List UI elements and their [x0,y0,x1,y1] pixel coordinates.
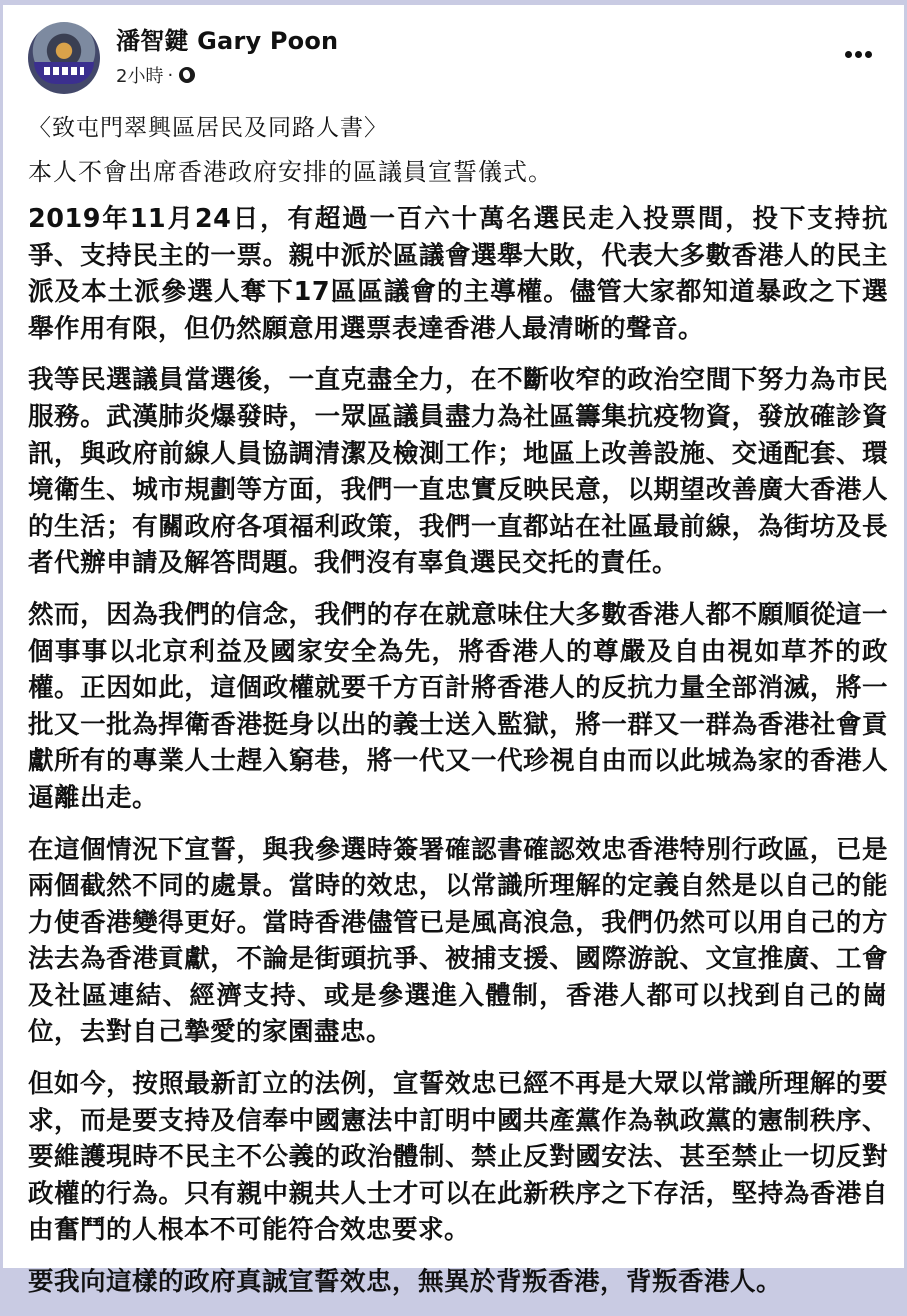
post-paragraph: 要我向這樣的政府真誠宣誓效忠，無異於背叛香港，背叛香港人。 [28,1267,783,1298]
post-paragraph: 2019年11月24日，有超過一百六十萬名選民走入投票間，投下支持抗爭、支持民主的一票。親中派於區議會選舉大敗，代表大多數香港人的民主派及本土派參選人奪下17區區議會的主導權。儘管大家都知道暴政之下選舉作用有限，但仍然願意用選票表達香港人最清晰的聲音。 [28,204,888,344]
more-options-icon[interactable] [841,47,876,62]
facebook-post-card [3,5,904,1298]
post-paragraph: 我等民選議員當選後，一直克盡全力，在不斷收窄的政治空間下努力為市民服務。武漢肺炎爆發時，一眾區議員盡力為社區籌集抗疫物資，發放確診資訊，與政府前線人員協調清潔及檢測工作；地區上改善設施、交通配套、環境衛生、城市規劃等方面，我們一直忠實反映民意，以期望改善廣大香港人的生活；有關政府各項福利政策，我們一直都站在社區最前線，為街坊及長者代辦申請及解答問題。我們沒有辜負選民交托的責任。 [28,365,888,579]
post-intro: 本人不會出席香港政府安排的區議員宣誓儀式。 [28,158,553,186]
post-title: 〈致屯門翠興區居民及同路人書〉 [28,115,388,141]
post-timestamp[interactable]: 2小時 [116,66,164,87]
avatar-banner [34,62,94,84]
globe-icon[interactable] [179,67,195,83]
post-header [3,5,904,105]
post-paragraph: 在這個情況下宣誓，與我參選時簽署確認書確認效忠香港特別行政區，已是兩個截然不同的處景。當時的效忠，以常識所理解的定義自然是以自己的能力使香港變得更好。當時香港儘管已是風高浪急，我們仍然可以用自己的方法去為香港貢獻，不論是街頭抗爭、被捕支援、國際游說、文宣推廣、工會及社區連結、經濟支持、或是參選進入體制，香港人都可以找到自己的崗位，去對自己摯愛的家園盡忠。 [28,834,888,1048]
meta-separator: · [167,64,174,86]
post-paragraph: 然而，因為我們的信念，我們的存在就意味住大多數香港人都不願順從這一個事事以北京利益及國家安全為先，將香港人的尊嚴及自由視如草芥的政權。正因如此，這個政權就要千方百計將香港人的反抗力量全部消滅，將一批又一批為捍衛香港挺身以出的義士送入監獄，將一群又一群為香港社會貢獻所有的專業人士趕入窮巷，將一代又一代珍視自由而以此城為家的香港人逼離出走。 [28,599,888,813]
post-body [28,105,888,1316]
author-name[interactable]: 潘智鍵 Gary Poon [116,27,339,55]
author-avatar[interactable] [28,22,100,94]
post-meta [116,62,195,88]
post-paragraph: 但如今，按照最新訂立的法例，宣誓效忠已經不再是大眾以常識所理解的要求，而是要支持及信奉中國憲法中訂明中國共產黨作為執政黨的憲制秩序、要維護現時不民主不公義的政治體制、禁止反對國安法、甚至禁止一切反對政權的行為。只有親中親共人士才可以在此新秩序之下存活，堅持為香港自由奮鬥的人根本不可能符合效忠要求。 [28,1069,888,1246]
